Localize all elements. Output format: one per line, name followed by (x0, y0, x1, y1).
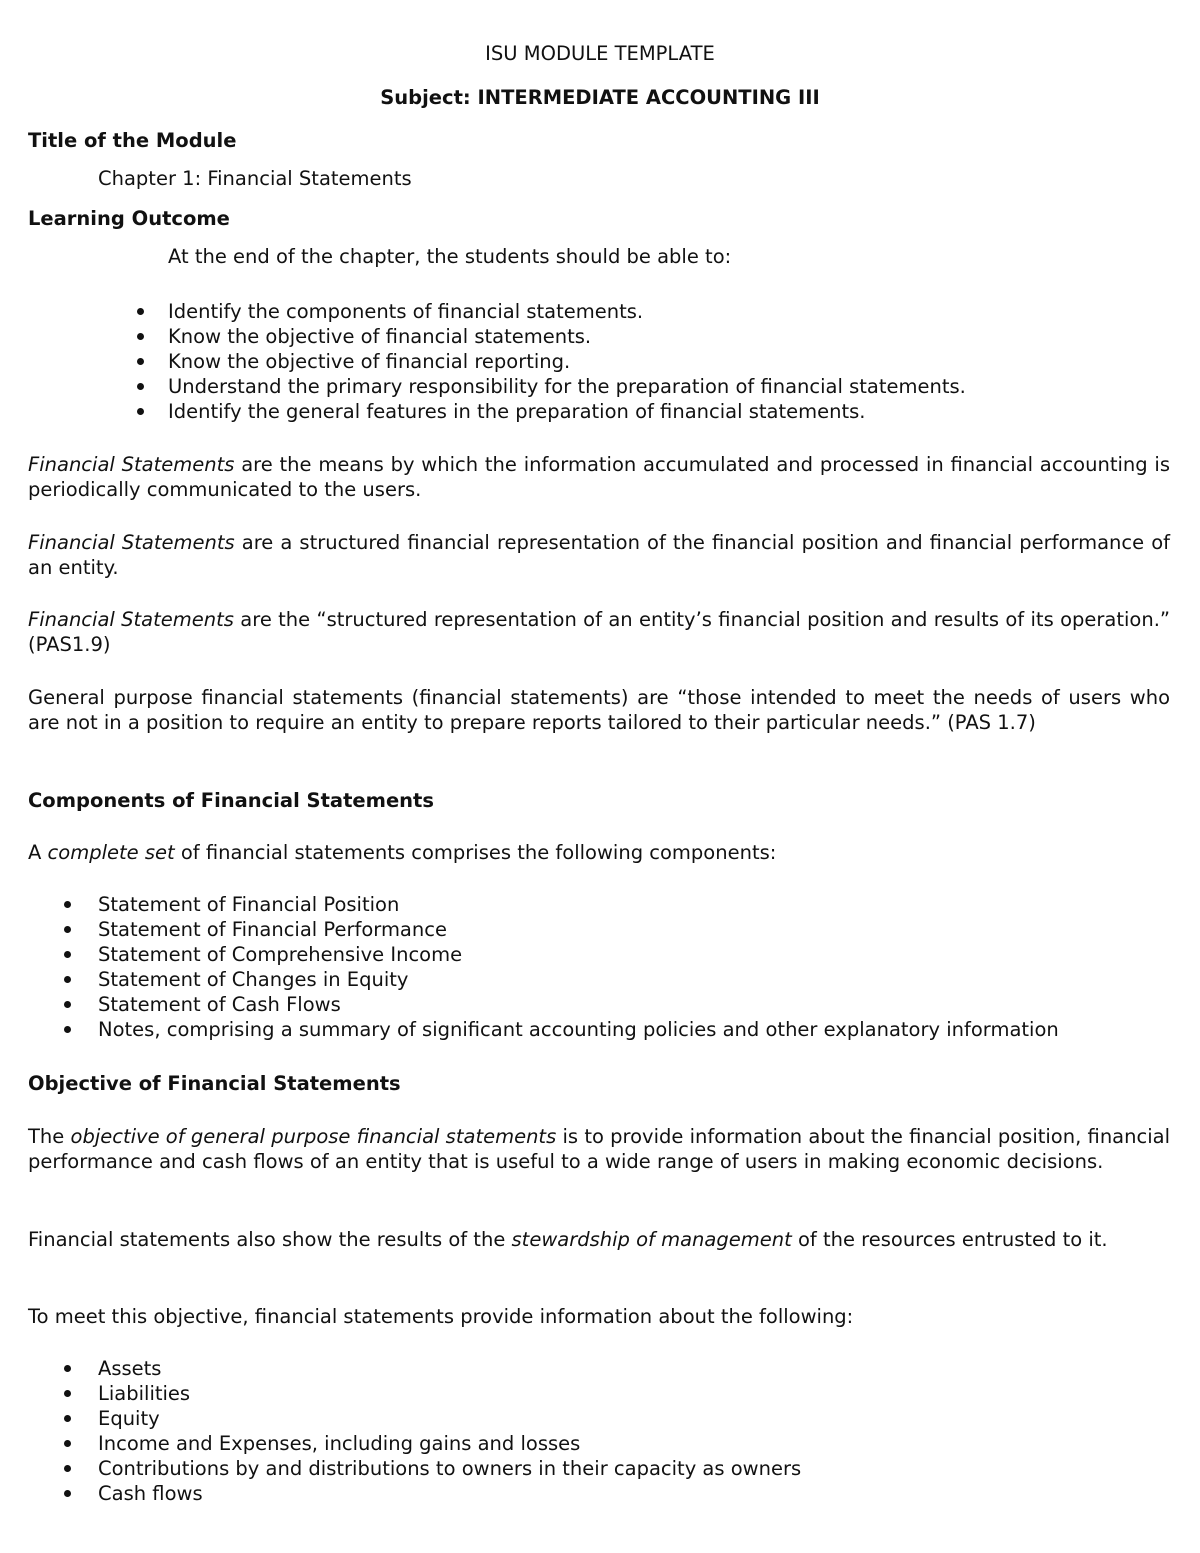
list-item: Equity (98, 1406, 801, 1431)
objective-list (98, 1356, 801, 1506)
chapter-title: Chapter 1: Financial Statements (98, 167, 412, 190)
list-item: Statement of Financial Performance (98, 917, 1059, 942)
list-item: Know the objective of financial statements. (168, 324, 966, 349)
list-item: Statement of Cash Flows (98, 992, 1059, 1017)
list-item: Identify the components of financial statements. (168, 299, 966, 324)
definition-paragraph-3: Financial Statements are the “structured representation of an entity’s financial position and results of its operation.” (PAS1.9) (28, 608, 1170, 656)
components-list (98, 892, 1059, 1042)
definition-paragraph-2: Financial Statements are a structured financial representation of the financial position and financial performance of an entity. (28, 531, 1170, 579)
learning-outcome-heading: Learning Outcome (28, 207, 230, 230)
subject-line: Subject: INTERMEDIATE ACCOUNTING III (380, 86, 820, 109)
list-item: Statement of Changes in Equity (98, 967, 1059, 992)
objective-paragraph-3: To meet this objective, financial statements provide information about the following: (28, 1305, 854, 1328)
learning-outcome-list (168, 299, 966, 424)
list-item: Identify the general features in the preparation of financial statements. (168, 399, 966, 424)
components-heading: Components of Financial Statements (28, 789, 434, 812)
module-title-heading: Title of the Module (28, 129, 237, 152)
definition-paragraph-4: General purpose financial statements (financial statements) are “those intended to meet the needs of users who are not in a position to require an entity to prepare reports tailored to their particular needs.” (PAS 1.7) (28, 686, 1170, 734)
list-item: Contributions by and distributions to owners in their capacity as owners (98, 1457, 802, 1480)
components-intro: A complete set of financial statements comprises the following components: (28, 841, 777, 864)
objective-paragraph-2: Financial statements also show the results of the stewardship of management of the resources entrusted to it. (28, 1228, 1108, 1251)
list-item: Know the objective of financial reporting. (168, 349, 966, 374)
document-title: ISU MODULE TEMPLATE (485, 42, 715, 65)
list-item: Cash flows (98, 1481, 801, 1506)
list-item: Liabilities (98, 1381, 801, 1406)
list-item: Understand the primary responsibility for the preparation of financial statements. (168, 375, 966, 398)
definition-paragraph-1: Financial Statements are the means by which the information accumulated and processed in financial accounting is periodically communicated to the users. (28, 453, 1171, 501)
list-item: Statement of Comprehensive Income (98, 942, 1059, 967)
learning-outcome-intro: At the end of the chapter, the students should be able to: (168, 245, 732, 268)
list-item: Statement of Financial Position (98, 892, 1059, 917)
list-item: Assets (98, 1356, 801, 1381)
list-item: Notes, comprising a summary of significant accounting policies and other explanatory information (98, 1018, 1059, 1041)
list-item: Income and Expenses, including gains and losses (98, 1431, 801, 1456)
objective-heading: Objective of Financial Statements (28, 1072, 401, 1095)
objective-paragraph-1: The objective of general purpose financial statements is to provide information about the financial position, financial performance and cash flows of an entity that is useful to a wide range of users in making economic decisions. (28, 1125, 1170, 1173)
